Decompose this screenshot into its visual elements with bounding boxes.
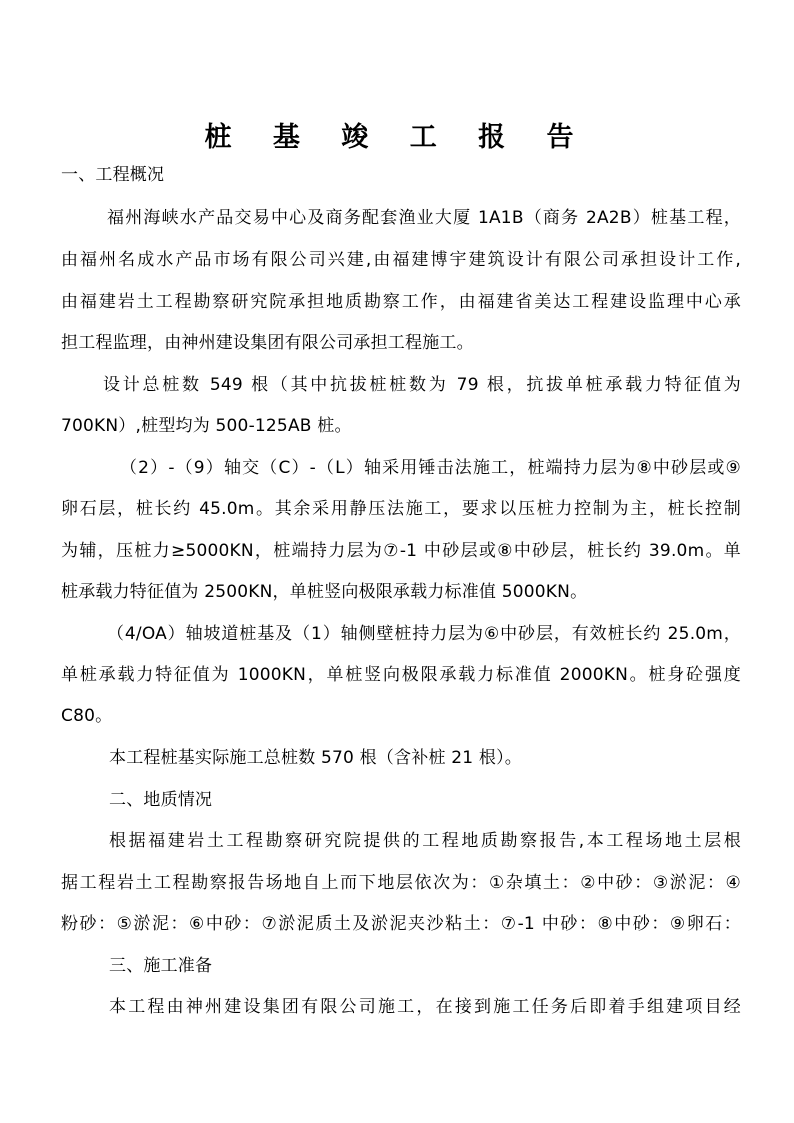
paragraph-line: 担工程监理，由神州建设集团有限公司承担工程施工。 [61, 333, 474, 353]
paragraph-line: 据工程岩土工程勘察报告场地自上而下地层依次为：①杂填土：②中砂：③淤泥：④ [61, 873, 741, 893]
paragraph-line: 由福州名成水产品市场有限公司兴建,由福建博宇建筑设计有限公司承担设计工作, [61, 250, 741, 270]
paragraph-line: 设计总桩数 549 根（其中抗拔桩桩数为 79 根，抗拔单桩承载力特征值为 [103, 375, 741, 395]
paragraph-line: （4/OA）轴坡道桩基及（1）轴侧壁桩持力层为⑥中砂层，有效桩长约 25.0m， [107, 624, 741, 644]
paragraph-line: 桩承载力特征值为 2500KN，单桩竖向极限承载力标准值 5000KN。 [61, 582, 588, 602]
paragraph-line: 本工程由神州建设集团有限公司施工，在接到施工任务后即着手组建项目经 [109, 997, 741, 1017]
paragraph-line: 福州海峡水产品交易中心及商务配套渔业大厦 1A1B（商务 2A2B）桩基工程， [107, 208, 741, 228]
paragraph-line: 本工程桩基实际施工总桩数 570 根（含补桩 21 根）。 [109, 748, 522, 768]
section-heading-overview: 一、工程概况 [61, 165, 165, 185]
paragraph-line: （2）-（9）轴交（C）-（L）轴采用锤击法施工，桩端持力层为⑧中砂层或⑨ [120, 458, 741, 478]
paragraph-line: C80。 [61, 706, 113, 726]
paragraph-line: 为辅，压桩力≥5000KN，桩端持力层为⑦-1 中砂层或⑧中砂层，桩长约 39.0m。单 [61, 541, 741, 561]
section-heading-preparation: 三、施工准备 [109, 956, 213, 976]
paragraph-line: 单桩承载力特征值为 1000KN，单桩竖向极限承载力标准值 2000KN。桩身砼强度 [61, 665, 741, 685]
paragraph-line: 由福建岩土工程勘察研究院承担地质勘察工作，由福建省美达工程建设监理中心承 [61, 292, 741, 312]
document-title: 桩 基 竣 工 报 告 [204, 122, 590, 153]
paragraph-line: 700KN）,桩型均为 500-125AB 桩。 [61, 416, 352, 436]
section-heading-geology: 二、地质情况 [109, 790, 213, 810]
paragraph-line: 根据福建岩土工程勘察研究院提供的工程地质勘察报告,本工程场地土层根 [109, 831, 741, 851]
paragraph-line: 卵石层，桩长约 45.0m。其余采用静压法施工，要求以压桩力控制为主，桩长控制 [61, 499, 741, 519]
paragraph-line: 粉砂：⑤淤泥：⑥中砂：⑦淤泥质土及淤泥夹沙粘土：⑦-1 中砂：⑧中砂：⑨卵石： [61, 914, 741, 934]
